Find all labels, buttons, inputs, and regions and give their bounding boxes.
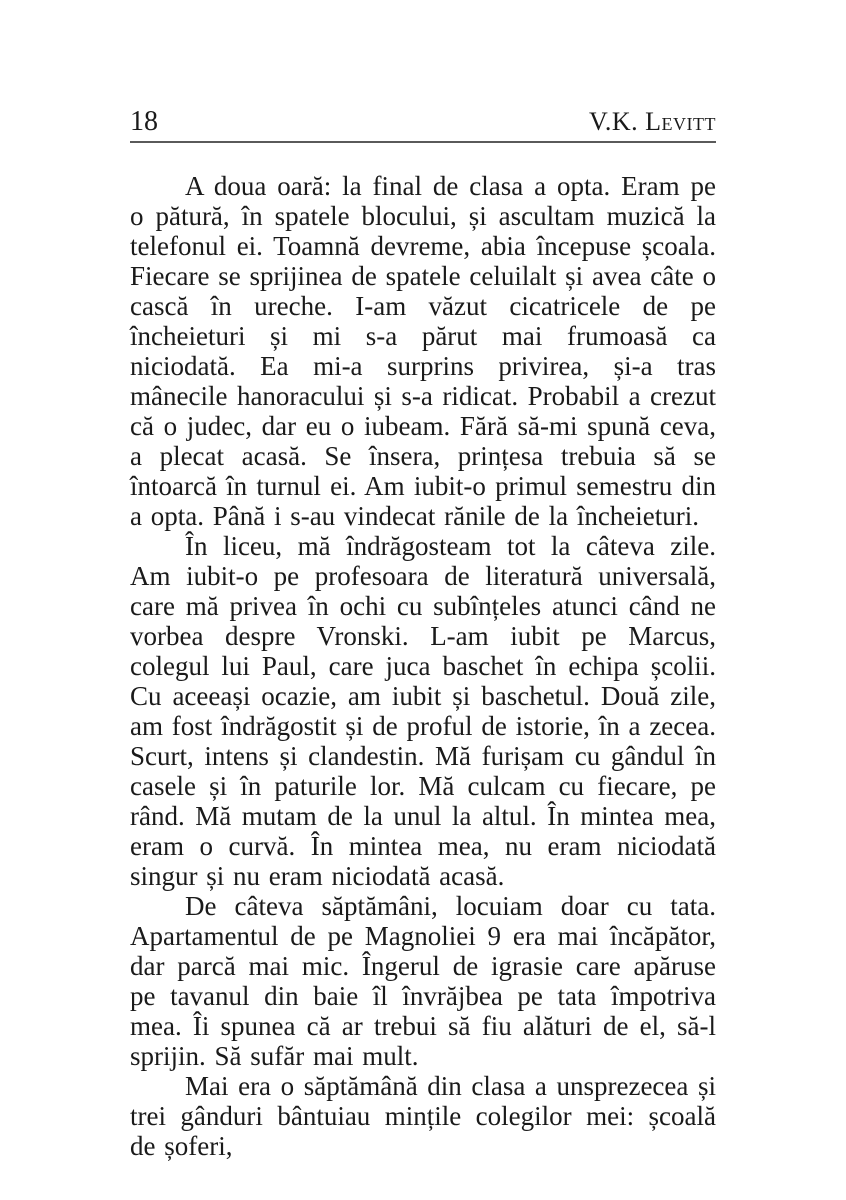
paragraph: Mai era o săptămână din clasa a unsprezecea și trei gânduri bântuiau mințile colegilor mei: școală de șoferi, — [130, 1071, 716, 1161]
running-header — [130, 108, 716, 143]
page-number: 18 — [130, 106, 158, 137]
paragraph: De câteva săptămâni, locuiam doar cu tata. Apartamentul de pe Magnoliei 9 era mai încăpător, dar parcă mai mic. Îngerul de igrasie care apăruse pe tavanul din baie îl învrăjbea pe tata împotriva mea. Îi spunea că ar trebui să fiu alături de el, să-l sprijin. Să sufăr mai mult. — [130, 891, 716, 1071]
author-name: V.K. Levitt — [588, 107, 716, 136]
page-body — [130, 171, 716, 1161]
paragraph: În liceu, mă îndrăgosteam tot la câteva zile. Am iubit-o pe profesoara de literatură universală, care mă privea în ochi cu subînțeles atunci când ne vorbea despre Vronski. L-am iubit pe Marcus, colegul lui Paul, care juca baschet în echipa școlii. Cu aceeași ocazie, am iubit și baschetul. Două zile, am fost îndrăgostit și de proful de istorie, în a zecea. Scurt, intens și clandestin. Mă furișam cu gândul în casele și în paturile lor. Mă culcam cu fiecare, pe rând. Mă mutam de la unul la altul. În mintea mea, eram o curvă. În mintea mea, nu eram niciodată singur și nu eram niciodată acasă. — [130, 531, 716, 891]
paragraph: A doua oară: la final de clasa a opta. Eram pe o pătură, în spatele blocului, și ascultam muzică la telefonul ei. Toamnă devreme, abia începuse școala. Fiecare se sprijinea de spatele celuilalt și avea câte o cască în ureche. I-am văzut cicatricele de pe încheieturi și mi s-a părut mai frumoasă ca niciodată. Ea mi-a surprins privirea, și-a tras mânecile hanoracului și s-a ridicat. Probabil a crezut că o judec, dar eu o iubeam. Fără să-mi spună ceva, a plecat acasă. Se însera, prințesa trebuia să se întoarcă în turnul ei. Am iubit-o primul semestru din a opta. Până i s-au vindecat rănile de la încheieturi. — [130, 171, 716, 531]
